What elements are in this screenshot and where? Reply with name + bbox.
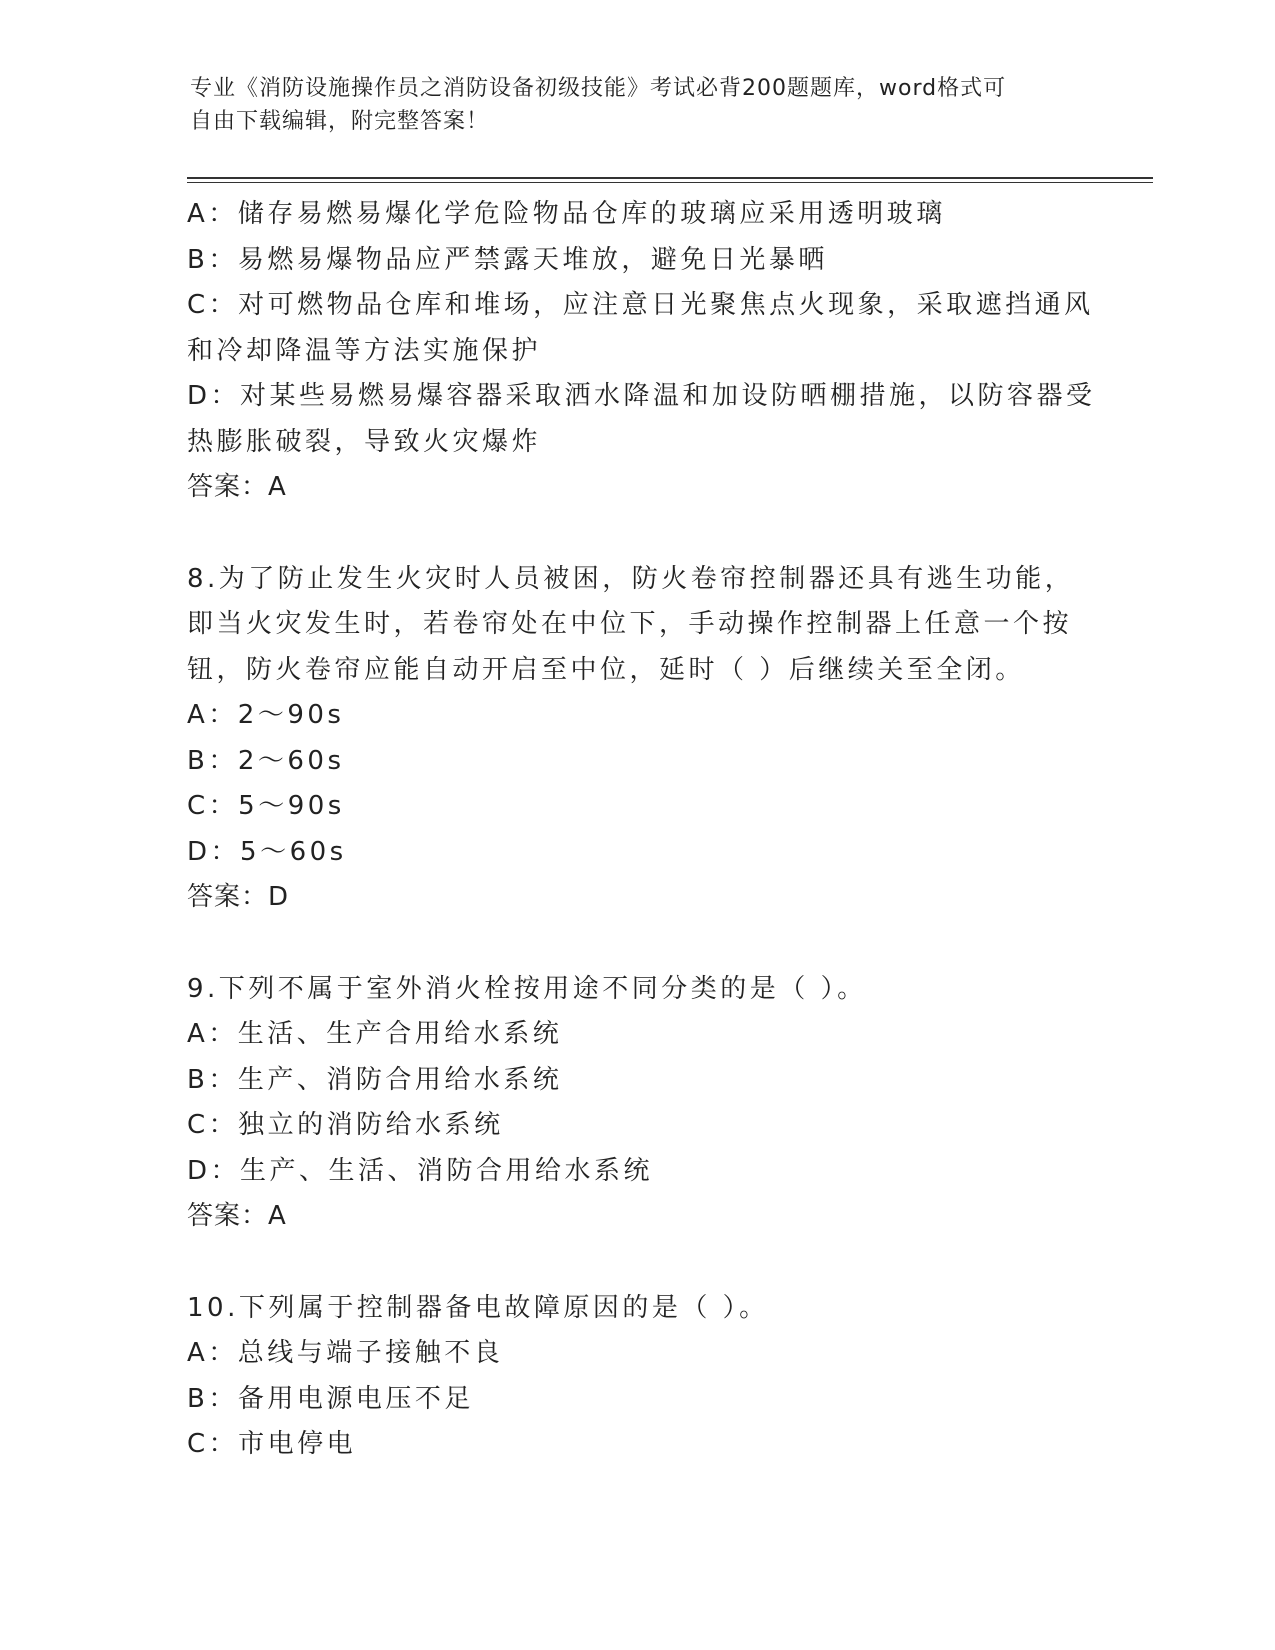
option-c-continued: 和冷却降温等方法实施保护 <box>187 335 542 366</box>
option-b: B：生产、消防合用给水系统 <box>187 1064 563 1095</box>
question-7 <box>187 192 1096 511</box>
document-header <box>190 72 1090 138</box>
question-stem: 即当火灾发生时，若卷帘处在中位下，手动操作控制器上任意一个按 <box>187 609 1073 639</box>
header-divider <box>187 177 1153 179</box>
header-line-2: 自由下载编辑，附完整答案！ <box>190 109 490 134</box>
option-b: B：2～60s <box>187 745 345 776</box>
option-a: A：总线与端子接触不良 <box>187 1338 504 1368</box>
option-a: A：2～90s <box>187 700 345 730</box>
option-c: C：5～90s <box>187 791 345 821</box>
question-10 <box>187 1286 1087 1468</box>
question-stem: 10.下列属于控制器备电故障原因的是（ ）。 <box>187 1292 769 1323</box>
option-a: A：生活、生产合用给水系统 <box>187 1019 563 1049</box>
question-8 <box>187 557 1087 921</box>
option-c: C：市电停电 <box>187 1429 357 1459</box>
question-content <box>187 192 1096 1468</box>
option-d: D：对某些易燃易爆容器采取洒水降温和加设防晒棚措施，以防容器受 <box>187 381 1096 411</box>
header-line-1: 专业《消防设施操作员之消防设备初级技能》考试必背200题题库，word格式可 <box>190 76 1007 101</box>
answer: 答案：A <box>187 472 287 502</box>
header-divider-thin <box>187 182 1153 183</box>
answer: 答案：D <box>187 882 290 912</box>
option-c: C：独立的消防给水系统 <box>187 1110 504 1140</box>
option-b: B：备用电源电压不足 <box>187 1383 474 1414</box>
question-9 <box>187 967 1087 1240</box>
answer: 答案：A <box>187 1201 287 1231</box>
option-b: B：易燃易爆物品应严禁露天堆放，避免日光暴晒 <box>187 244 828 275</box>
question-stem: 9.下列不属于室外消火栓按用途不同分类的是（ ）。 <box>187 973 867 1004</box>
option-c: C：对可燃物品仓库和堆场，应注意日光聚焦点火现象，采取遮挡通风 <box>187 290 1094 320</box>
question-stem: 8.为了防止发生火灾时人员被困，防火卷帘控制器还具有逃生功能， <box>187 563 1075 594</box>
question-stem: 钮，防火卷帘应能自动开启至中位，延时（ ）后继续关至全闭。 <box>187 654 1025 685</box>
option-d: D：生产、生活、消防合用给水系统 <box>187 1155 654 1186</box>
option-a: A：储存易燃易爆化学危险物品仓库的玻璃应采用透明玻璃 <box>187 199 946 229</box>
option-d: D：5～60s <box>187 836 347 867</box>
option-d-continued: 热膨胀破裂，导致火灾爆炸 <box>187 426 542 457</box>
